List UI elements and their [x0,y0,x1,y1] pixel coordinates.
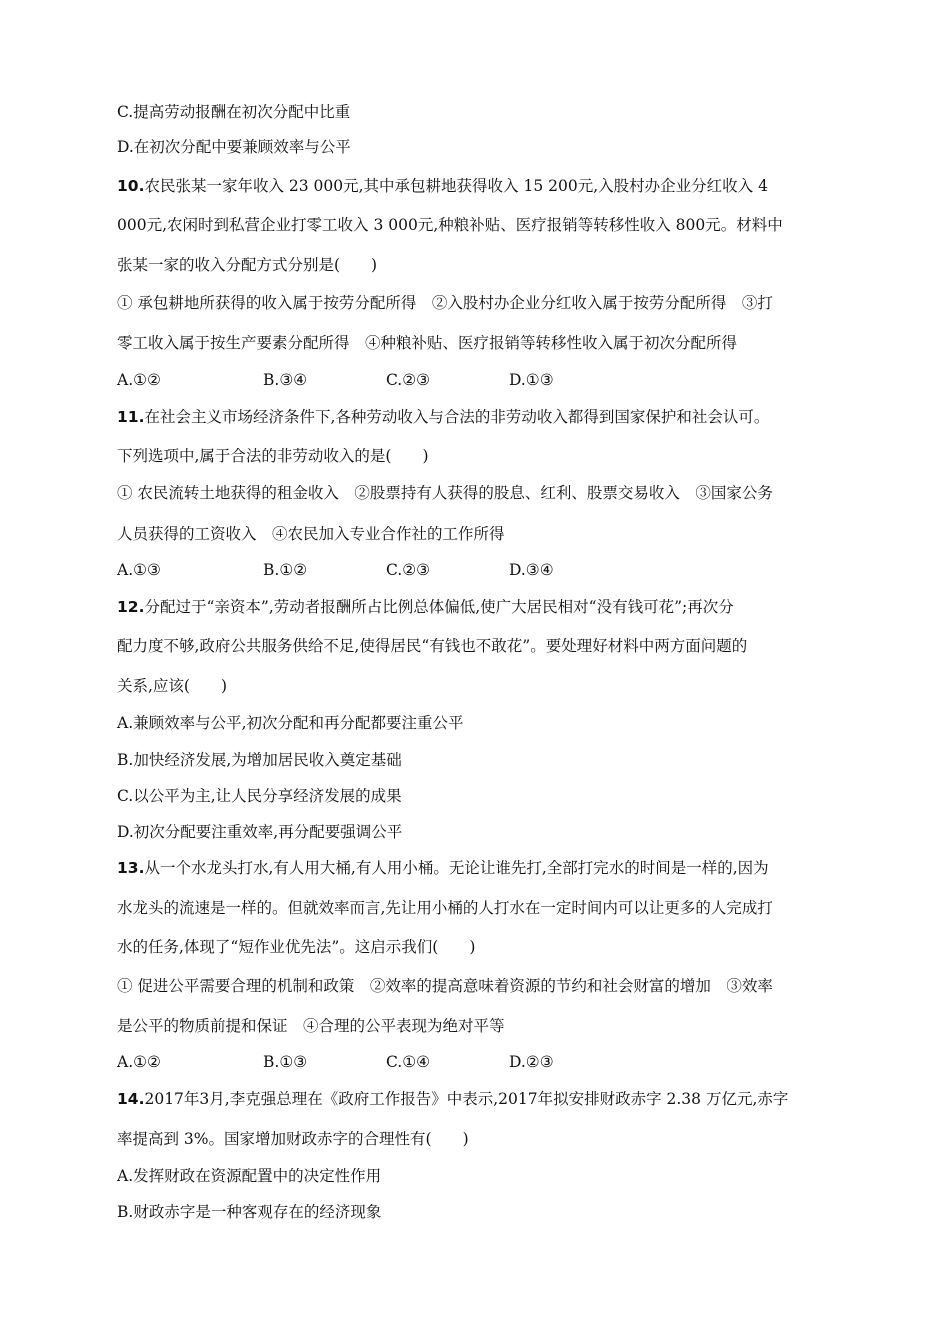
q13-statement-1: ① 促进公平需要合理的机制和政策 ②效率的提高意味着资源的节约和社会财富的增加 ③效率 [117,977,773,995]
q10-statement-1: ① 承包耕地所获得的收入属于按劳分配所得 ②入股村办企业分红收入属于按劳分配所得 ③打 [117,294,773,312]
q13-option-a: A.①② [117,1053,161,1071]
q10-option-c: C.②③ [386,371,431,389]
q14-line-2: 率提高到 3%。国家增加财政赤字的合理性有( ) [117,1130,469,1148]
q12-text-1: 分配过于“亲资本”,劳动者报酬所占比例总体偏低,使广大居民相对“没有钱可花”;再次分 [144,598,734,616]
q10-statement-2: 零工收入属于按生产要素分配所得 ④种粮补贴、医疗报销等转移性收入属于初次分配所得 [117,334,738,352]
q13-number: 13. [117,859,145,877]
q11-option-c: C.②③ [386,561,431,579]
q13-line-1 [117,858,769,878]
q10-text-1: 农民张某一家年收入 23 000元,其中承包耕地获得收入 15 200元,入股村办企业分红收入 4 [144,177,768,195]
q13-option-c: C.①④ [386,1053,431,1071]
q13-line-2: 水龙头的流速是一样的。但就效率而言,先让用小桶的人打水在一定时间内可以让更多的人完成打 [117,899,773,917]
q11-option-a: A.①③ [117,561,161,579]
q11-text-1: 在社会主义市场经济条件下,各种劳动收入与合法的非劳动收入都得到国家保护和社会认可。 [144,408,770,426]
q12-number: 12. [117,598,145,616]
q12-line-3: 关系,应该( ) [117,677,228,695]
prev-option-c: C.提高劳动报酬在初次分配中比重 [117,103,351,121]
prev-option-d: D.在初次分配中要兼顾效率与公平 [117,138,351,156]
q12-choice-c: C.以公平为主,让人民分享经济发展的成果 [117,787,402,805]
q10-line-3: 张某一家的收入分配方式分别是( ) [117,256,378,274]
q10-option-b: B.③④ [263,371,308,389]
q10-number: 10. [117,177,145,195]
q11-statement-2: 人员获得的工资收入 ④农民加入专业合作社的工作所得 [117,525,505,543]
q11-line-1 [117,407,769,427]
q10-line-1 [117,176,768,196]
q13-statement-2: 是公平的物质前提和保证 ④合理的公平表现为绝对平等 [117,1017,505,1035]
q12-choice-b: B.加快经济发展,为增加居民收入奠定基础 [117,751,402,769]
q11-statement-1: ① 农民流转土地获得的租金收入 ②股票持有人获得的股息、红利、股票交易收入 ③国家公务 [117,484,773,502]
q12-line-2: 配力度不够,政府公共服务供给不足,使得居民“有钱也不敢花”。要处理好材料中两方面问题的 [117,637,748,655]
q10-line-2: 000元,农闲时到私营企业打零工收入 3 000元,种粮补贴、医疗报销等转移性收入 800元。材料中 [117,216,783,234]
q12-line-1 [117,597,734,617]
q13-line-3: 水的任务,体现了“短作业优先法”。这启示我们( ) [117,938,476,956]
q11-line-2: 下列选项中,属于合法的非劳动收入的是( ) [117,447,429,465]
q13-option-d: D.②③ [509,1053,554,1071]
q14-text-1: 2017年3月,李克强总理在《政府工作报告》中表示,2017年拟安排财政赤字 2.38 万亿元,赤字 [144,1090,789,1108]
q10-option-d: D.①③ [509,371,554,389]
q12-choice-a: A.兼顾效率与公平,初次分配和再分配都要注重公平 [117,714,464,732]
q11-number: 11. [117,408,145,426]
q13-option-b: B.①③ [263,1053,308,1071]
q11-option-d: D.③④ [509,561,554,579]
q14-choice-a: A.发挥财政在资源配置中的决定性作用 [117,1167,382,1185]
q14-number: 14. [117,1090,145,1108]
q11-option-b: B.①② [263,561,308,579]
q13-text-1: 从一个水龙头打水,有人用大桶,有人用小桶。无论让谁先打,全部打完水的时间是一样的,因为 [144,859,769,877]
q14-choice-b: B.财政赤字是一种客观存在的经济现象 [117,1203,382,1221]
q10-option-a: A.①② [117,371,161,389]
q12-choice-d: D.初次分配要注重效率,再分配要强调公平 [117,823,403,841]
q14-line-1 [117,1089,788,1109]
